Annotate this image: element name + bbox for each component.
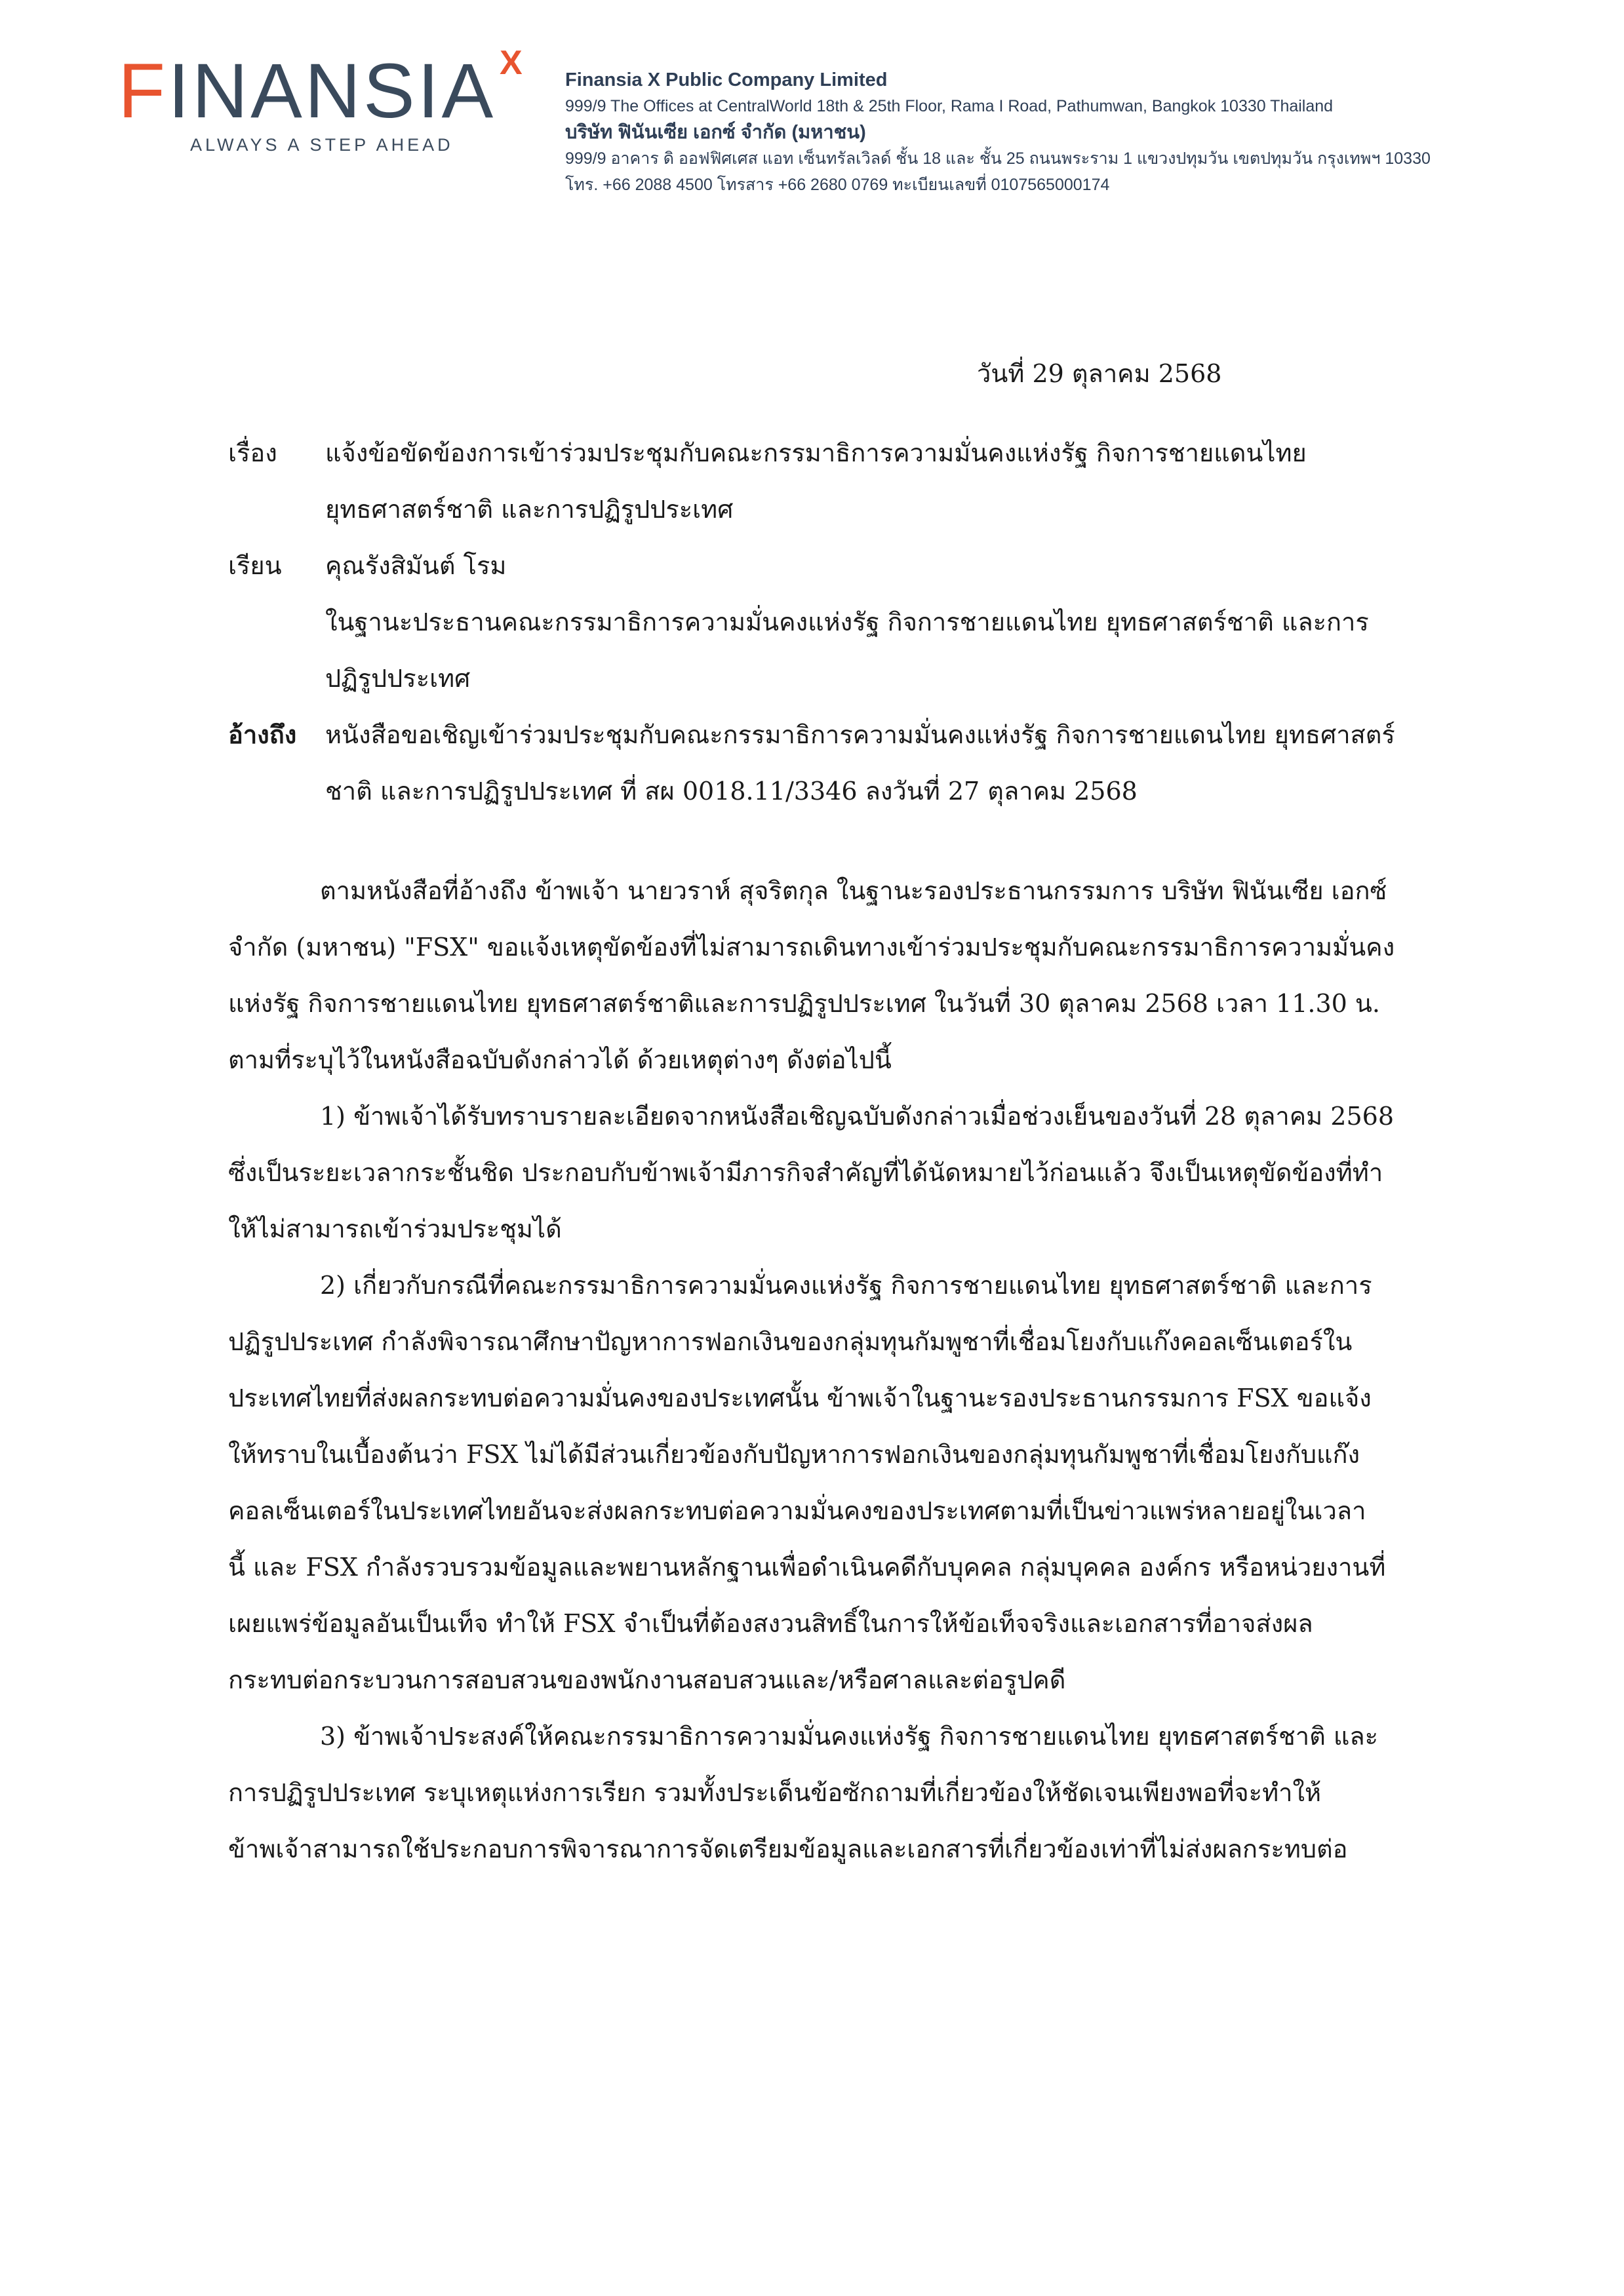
recipient-line: คุณรังสิมันต์ โรม: [325, 551, 507, 580]
body-line: แห่งรัฐ กิจการชายแดนไทย ยุทธศาสตร์ชาติและการปฏิรูปประเทศ ในวันที่ 30 ตุลาคม 2568 เวลา 11.30 น.: [228, 989, 1380, 1018]
logo-rest: INANSIA: [168, 48, 496, 134]
subject-line: แจ้งข้อขัดข้องการเข้าร่วมประชุมกับคณะกรรมาธิการความมั่นคงแห่งรัฐ กิจการชายแดนไทย: [325, 438, 1307, 467]
body-line: ตามหนังสือที่อ้างถึง ข้าพเจ้า นายวราห์ สุจริตกุล ในฐานะรองประธานกรรมการ บริษัท ฟินันเซีย เอกซ์: [320, 876, 1387, 905]
body-line: นี้ และ FSX กำลังรวบรวมข้อมูลและพยานหลักฐานเพื่อดำเนินคดีกับบุคคล กลุ่มบุคคล องค์กร หรือหน่วยงานที่: [228, 1553, 1386, 1582]
logo-tagline: ALWAYS A STEP AHEAD: [190, 135, 454, 155]
body-line: ซึ่งเป็นระยะเวลากระชั้นชิด ประกอบกับข้าพเจ้ามีภารกิจสำคัญที่ได้นัดหมายไว้ก่อนแล้ว จึงเป็นเหตุขัดข้องที่ทำ: [228, 1158, 1383, 1187]
company-contact-th: โทร. +66 2088 4500 โทรสาร +66 2680 0769 ทะเบียนเลขที่ 0107565000174: [565, 176, 1110, 194]
recipient-line: ปฏิรูปประเทศ: [325, 664, 471, 693]
item-1-paragraph: [228, 1088, 1461, 1257]
letter-date: วันที่ 29 ตุลาคม 2568: [977, 359, 1222, 388]
body-line: 2) เกี่ยวกับกรณีที่คณะกรรมาธิการความมั่นคงแห่งรัฐ กิจการชายแดนไทย ยุทธศาสตร์ชาติ และการ: [320, 1271, 1372, 1300]
item-2-paragraph: [228, 1257, 1461, 1708]
body-line: 3) ข้าพเจ้าประสงค์ให้คณะกรรมาธิการความมั่นคงแห่งรัฐ กิจการชายแดนไทย ยุทธศาสตร์ชาติ และ: [320, 1722, 1379, 1751]
reference-line: ชาติ และการปฏิรูปประเทศ ที่ สผ 0018.11/3346 ลงวันที่ 27 ตุลาคม 2568: [325, 777, 1138, 806]
company-name-en: Finansia X Public Company Limited: [565, 69, 888, 90]
logo-wordmark: [118, 48, 496, 134]
body-line: ประเทศไทยที่ส่งผลกระทบต่อความมั่นคงของประเทศนั้น ข้าพเจ้าในฐานะรองประธานกรรมการ FSX ขอแจ้ง: [228, 1384, 1372, 1412]
reference-value: [325, 707, 1459, 819]
item-3-paragraph: [228, 1708, 1461, 1877]
body-line: เผยแพร่ข้อมูลอันเป็นเท็จ ทำให้ FSX จำเป็นที่ต้องสงวนสิทธิ์ในการให้ข้อเท็จจริงและเอกสารที่อาจส่งผล: [228, 1609, 1313, 1638]
recipient-value: [325, 537, 1459, 707]
body-line: ตามที่ระบุไว้ในหนังสือฉบับดังกล่าวได้ ด้วยเหตุต่างๆ ดังต่อไปนี้: [228, 1045, 892, 1074]
body-line: ให้ทราบในเบื้องต้นว่า FSX ไม่ได้มีส่วนเกี่ยวข้องกับปัญหาการฟอกเงินของกลุ่มทุนกัมพูชาที่เชื่อมโยงกับแก๊ง: [228, 1440, 1360, 1469]
body-line: การปฏิรูปประเทศ ระบุเหตุแห่งการเรียก รวมทั้งประเด็นข้อซักถามที่เกี่ยวข้องให้ชัดเจนเพียงพอที่จะทำให้: [228, 1778, 1322, 1807]
subject-label: เรื่อง: [228, 438, 277, 467]
company-name-th: บริษัท ฟินันเซีย เอกซ์ จำกัด (มหาชน): [565, 122, 866, 143]
recipient-line: ในฐานะประธานคณะกรรมาธิการความมั่นคงแห่งรัฐ กิจการชายแดนไทย ยุทธศาสตร์ชาติ และการ: [325, 608, 1369, 636]
body-line: ข้าพเจ้าสามารถใช้ประกอบการพิจารณาการจัดเตรียมข้อมูลและเอกสารที่เกี่ยวข้องเท่าที่ไม่ส่งผลกระทบต่อ: [228, 1835, 1348, 1863]
body-line: กระทบต่อกระบวนการสอบสวนของพนักงานสอบสวนและ/หรือศาลและต่อรูปคดี: [228, 1665, 1066, 1694]
company-info: [565, 67, 1522, 198]
subject-value: [325, 425, 1459, 537]
logo-x-mark: X: [500, 44, 523, 82]
intro-paragraph: [228, 863, 1461, 1088]
logo-initial: F: [118, 48, 168, 134]
body-line: ให้ไม่สามารถเข้าร่วมประชุมได้: [228, 1215, 562, 1243]
reference-line: หนังสือขอเชิญเข้าร่วมประชุมกับคณะกรรมาธิการความมั่นคงแห่งรัฐ กิจการชายแดนไทย ยุทธศาสตร์: [325, 720, 1395, 749]
reference-label: อ้างถึง: [228, 720, 297, 749]
body-line: 1) ข้าพเจ้าได้รับทราบรายละเอียดจากหนังสือเชิญฉบับดังกล่าวเมื่อช่วงเย็นของวันที่ 28 ตุลาคม 2568: [320, 1102, 1394, 1131]
letter-body: [228, 863, 1461, 1877]
recipient-label: เรียน: [228, 551, 282, 580]
company-address-th: 999/9 อาคาร ดิ ออฟฟิศเศส แอท เซ็นทรัลเวิลด์ ชั้น 18 และ ชั้น 25 ถนนพระราม 1 แขวงปทุมวัน เขตปทุมวัน กรุงเทพฯ 10330: [565, 149, 1431, 168]
subject-line: ยุทธศาสตร์ชาติ และการปฏิรูปประเทศ: [325, 495, 734, 524]
company-address-en: 999/9 The Offices at CentralWorld 18th & 25th Floor, Rama I Road, Pathumwan, Bangkok 10330 Thailand: [565, 97, 1334, 115]
body-line: จำกัด (มหาชน) "FSX" ขอแจ้งเหตุขัดข้องที่ไม่สามารถเดินทางเข้าร่วมประชุมกับคณะกรรมาธิการความมั่นคง: [228, 933, 1395, 962]
body-line: คอลเซ็นเตอร์ในประเทศไทยอันจะส่งผลกระทบต่อความมั่นคงของประเทศตามที่เป็นข่าวแพร่หลายอยู่ในเวลา: [228, 1496, 1366, 1525]
body-line: ปฏิรูปประเทศ กำลังพิจารณาศึกษาปัญหาการฟอกเงินของกลุ่มทุนกัมพูชาที่เชื่อมโยงกับแก๊งคอลเซ็นเตอร์ใน: [228, 1327, 1353, 1356]
company-logo: [118, 46, 538, 157]
